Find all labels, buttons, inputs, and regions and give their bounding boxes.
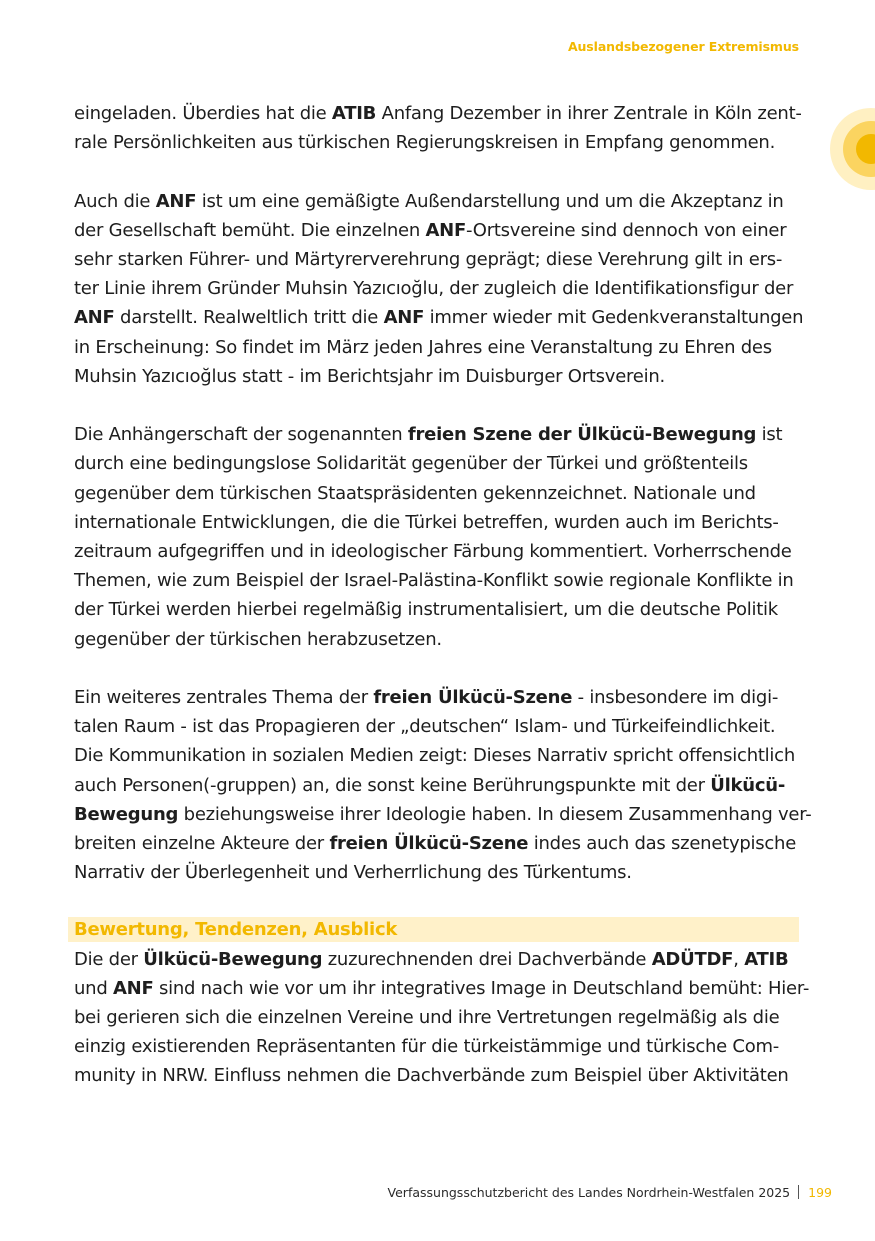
- paragraph-5: [74, 945, 810, 1091]
- text-line: Themen, wie zum Beispiel der Israel-Palästina-Konflikt sowie regionale Konflikte in: [74, 570, 794, 592]
- text-run: immer wieder mit Gedenkveranstaltungen: [424, 307, 804, 329]
- emphasis-adue-tdf: ADÜTDF: [651, 948, 734, 970]
- text-line: [74, 974, 810, 1003]
- text-line: [74, 945, 804, 974]
- text-line: Muhsin Yazıcıoğlus statt - im Berichtsjahr im Duisburger Ortsverein.: [74, 365, 665, 387]
- emphasis-atib: ATIB: [331, 103, 377, 124]
- text-run: ist: [756, 424, 783, 446]
- text-line: der Türkei werden hierbei regelmäßig instrumentalisiert, um die deutsche Politik: [74, 599, 778, 621]
- emphasis-anf: ANF: [383, 307, 425, 329]
- section-heading: Bewertung, Tendenzen, Ausblick: [68, 917, 799, 942]
- emphasis-freie-uelkuecue-szene: freien Ülkücü-Szene: [329, 833, 529, 855]
- emphasis-uelkuecue: Ülkücü-: [710, 774, 786, 796]
- text-run: und: [74, 977, 113, 999]
- text-run: Auch die: [74, 190, 156, 212]
- text-line: [74, 771, 804, 800]
- text-run: eingeladen. Überdies hat die: [74, 103, 332, 124]
- footer-report-title: Verfassungsschutzbericht des Landes Nordrhein-Westfalen 2025: [387, 1185, 791, 1200]
- text-line: einzig existierenden Repräsentanten für die türkeistämmige und türkische Com-: [74, 1036, 780, 1058]
- emphasis-freie-szene: freien Szene der Ülkücü-Bewegung: [407, 424, 757, 446]
- text-line: [74, 829, 804, 858]
- page-number: 199: [808, 1185, 832, 1200]
- page-footer: [388, 1185, 832, 1200]
- emphasis-anf: ANF: [425, 219, 467, 241]
- text-line: [74, 683, 804, 712]
- text-run: beziehungsweise ihrer Ideologie haben. In diesem Zusammenhang ver-: [178, 803, 812, 825]
- text-line: ter Linie ihrem Gründer Muhsin Yazıcıoğlu, der zugleich die Identifikationsfigur der: [74, 278, 794, 300]
- paragraph-4: [74, 683, 812, 887]
- body-text: [74, 99, 812, 1120]
- paragraph-1: [74, 99, 804, 157]
- text-run: zuzurechnenden drei Dachverbände: [322, 948, 652, 970]
- text-run: Anfang Dezember in ihrer Zentrale in Köln zent-: [376, 103, 802, 124]
- text-line: [74, 216, 804, 245]
- text-run: indes auch das szenetypische: [528, 833, 797, 855]
- emphasis-bewegung: Bewegung: [74, 803, 179, 825]
- text-line: [74, 420, 804, 449]
- text-run: darstellt. Realweltlich tritt die: [114, 307, 384, 329]
- text-run: auch Personen(-gruppen) an, die sonst keine Berührungspunkte mit der: [74, 774, 711, 796]
- text-line: durch eine bedingungslose Solidarität gegenüber der Türkei und größtenteils: [74, 453, 748, 475]
- text-line: internationale Entwicklungen, die die Türkei betreffen, wurden auch im Berichts-: [74, 511, 779, 533]
- text-line: [74, 800, 812, 829]
- text-run: breiten einzelne Akteure der: [74, 833, 330, 855]
- text-run: ist um eine gemäßigte Außendarstellung und um die Akzeptanz in: [196, 190, 784, 212]
- text-line: talen Raum - ist das Propagieren der „deutschen“ Islam- und Türkeifeindlichkeit.: [74, 716, 776, 738]
- text-line: Die Kommunikation in sozialen Medien zeigt: Dieses Narrativ spricht offensichtlich: [74, 745, 795, 767]
- text-run: Ein weiteres zentrales Thema der: [74, 687, 374, 709]
- text-line: [74, 187, 804, 216]
- emphasis-anf: ANF: [74, 307, 115, 329]
- text-line: sehr starken Führer- und Märtyrerverehrung geprägt; diese Verehrung gilt in ers-: [74, 249, 783, 270]
- emphasis-anf: ANF: [112, 977, 154, 999]
- text-run: Die der: [74, 948, 144, 970]
- text-line: [74, 303, 804, 332]
- text-line: gegenüber der türkischen herabzusetzen.: [74, 628, 442, 650]
- text-run: -Ortsvereine sind dennoch von einer: [466, 219, 787, 241]
- emphasis-anf: ANF: [155, 190, 197, 212]
- emphasis-uelkuecue-bewegung: Ülkücü-Bewegung: [143, 948, 323, 970]
- text-line: munity in NRW. Einfluss nehmen die Dachverbände zum Beispiel über Aktivitäten: [74, 1065, 789, 1087]
- text-line: gegenüber dem türkischen Staatspräsidenten gekennzeichnet. Nationale und: [74, 482, 756, 504]
- text-line: bei gerieren sich die einzelnen Vereine und ihre Vertretungen regelmäßig als die: [74, 1007, 780, 1029]
- text-run: Die Anhängerschaft der sogenannten: [74, 424, 408, 446]
- emphasis-freie-uelkuecue-szene: freien Ülkücü-Szene: [373, 687, 573, 709]
- text-run: der Gesellschaft bemüht. Die einzelnen: [74, 219, 426, 241]
- text-run: sind nach wie vor um ihr integratives Image in Deutschland bemüht: Hier-: [153, 977, 810, 999]
- paragraph-2: [74, 187, 804, 391]
- emphasis-atib: ATIB: [744, 948, 789, 970]
- paragraph-3: [74, 420, 804, 654]
- text-run: - insbesondere im digi-: [572, 687, 779, 709]
- sun-circle-icon: [830, 108, 875, 190]
- text-line: zeitraum aufgegriffen und in ideologischer Färbung kommentiert. Vorherrschende: [74, 541, 792, 563]
- footer-divider: [798, 1185, 799, 1199]
- running-header: Auslandsbezogener Extremismus: [567, 39, 799, 54]
- text-line: in Erscheinung: So findet im März jeden Jahres eine Veranstaltung zu Ehren des: [74, 336, 772, 358]
- text-run: ,: [733, 948, 745, 970]
- text-line: rale Persönlichkeiten aus türkischen Regierungskreisen in Empfang genommen.: [74, 132, 776, 154]
- text-line: Narrativ der Überlegenheit und Verherrlichung des Türkentums.: [74, 862, 632, 884]
- text-line: [74, 99, 804, 128]
